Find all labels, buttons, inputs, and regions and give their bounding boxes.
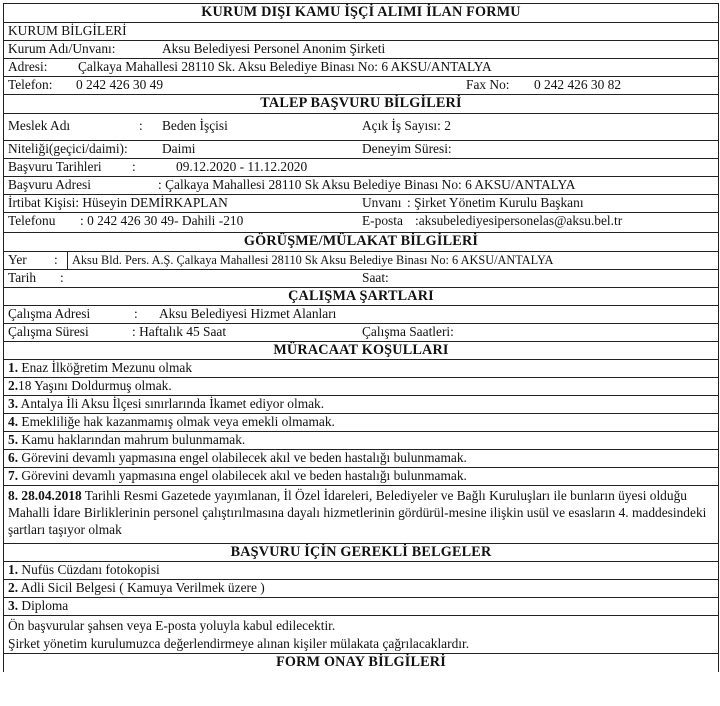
calisma-adres-label: Çalışma Adresi [8, 306, 91, 321]
muracaat-item-num: 4. [8, 414, 19, 429]
eposta-value: :aksubelediyesipersonelas@aksu.bel.tr [415, 213, 623, 228]
belgeler-item-3 [4, 598, 718, 616]
kurum-header-text: KURUM BİLGİLERİ [8, 23, 127, 38]
belgeler-note-2: Şirket yönetim kurulumuzca değerlendirmeye alınan kişiler mülakata çağrılacaklardır. [8, 636, 470, 651]
fax-label: Fax No: [466, 77, 510, 92]
calisma-sure-label: Çalışma Süresi [8, 324, 89, 339]
deneyim-label: Deneyim Süresi: [362, 141, 452, 156]
nitelik-row [4, 141, 718, 159]
yer-divider [67, 252, 68, 269]
muracaat-item-text: Görevini devamlı yapmasına engel olabilecek akıl ve beden hastalığı bulunmamak. [18, 468, 467, 483]
talep-header-text: TALEP BAŞVURU BİLGİLERİ [260, 95, 462, 111]
kurum-adi-row [4, 41, 718, 59]
belgeler-item-text: Nufüs Cüzdanı fotokopisi [18, 562, 160, 577]
belgeler-item-text: Diploma [18, 598, 69, 613]
belgeler-item-num: 1. [8, 562, 19, 577]
belgeler-header [4, 544, 718, 562]
meslek-row [4, 114, 718, 141]
talep-header [4, 95, 718, 114]
basvuru-adres-row [4, 177, 718, 195]
kurum-adres-value: Çalkaya Mahallesi 28110 Sk. Aksu Belediye Binası No: 6 AKSU/ANTALYA [78, 59, 492, 74]
muracaat-item-num: 1. [8, 360, 19, 375]
muracaat-item-num: 3. [8, 396, 19, 411]
kurum-telefon-value: 0 242 426 30 49 [76, 77, 164, 92]
job-posting-form [3, 3, 719, 672]
muracaat-item-4 [4, 414, 718, 432]
saat-label: Saat: [362, 270, 389, 285]
gorusme-tarih-colon: : [60, 270, 64, 285]
calisma-header-text: ÇALIŞMA ŞARTLARI [288, 288, 434, 304]
form-onay-header [4, 654, 718, 672]
kurum-header [4, 23, 718, 41]
muracaat-item-8 [4, 486, 718, 544]
meslek-label: Meslek Adı [8, 118, 71, 133]
belgeler-item-text: Adli Sicil Belgesi ( Kamuya Verilmek üzere ) [18, 580, 265, 595]
calisma-sure-value: : Haftalık 45 Saat [132, 324, 227, 339]
calisma-adres-value: Aksu Belediyesi Hizmet Alanları [159, 306, 337, 321]
telefon-eposta-row [4, 213, 718, 233]
form-title [4, 4, 718, 23]
calisma-adres-colon: : [134, 306, 138, 321]
meslek-colon: : [139, 118, 143, 133]
muracaat-item-text: Görevini devamlı yapmasına engel olabilecek akıl ve beden hastalığı bulunmamak. [18, 450, 467, 465]
basvuru-tarih-value: 09.12.2020 - 11.12.2020 [176, 159, 308, 174]
basvuru-adres-value: : Çalkaya Mahallesi 28110 Sk Aksu Belediye Binası No: 6 AKSU/ANTALYA [158, 177, 576, 192]
muracaat-item-8-num: 8. [8, 488, 19, 503]
form-title-text: KURUM DIŞI KAMU İŞÇİ ALIMI İLAN FORMU [201, 4, 521, 20]
muracaat-item-text: Antalya İli Aksu İlçesi sınırlarında İkamet ediyor olmak. [18, 396, 325, 411]
fax-value: 0 242 426 30 82 [534, 77, 622, 92]
basvuru-tarih-label: Başvuru Tarihleri [8, 159, 102, 174]
unvan-value: : Şirket Yönetim Kurulu Başkanı [407, 195, 584, 210]
belgeler-item-2 [4, 580, 718, 598]
muracaat-item-num: 2. [8, 378, 19, 393]
basvuru-tarih-colon: : [132, 159, 136, 174]
unvan-label: Unvanı [362, 195, 402, 210]
yer-label: Yer [8, 252, 27, 267]
irtibat-telefon-value: : 0 242 426 30 49- Dahili -210 [80, 213, 244, 228]
meslek-value: Beden İşçisi [162, 118, 228, 133]
kurum-telefon-label: Telefon: [8, 77, 53, 92]
kurum-adres-row [4, 59, 718, 77]
belgeler-header-text: BAŞVURU İÇİN GEREKLİ BELGELER [230, 544, 492, 560]
calisma-saatleri-label: Çalışma Saatleri: [362, 324, 454, 339]
form-onay-header-text: FORM ONAY BİLGİLERİ [276, 654, 446, 670]
belgeler-list [4, 562, 718, 616]
calisma-adres-row [4, 306, 718, 324]
muracaat-item-5 [4, 432, 718, 450]
muracaat-list [4, 360, 718, 486]
belgeler-notes [4, 616, 718, 654]
muracaat-item-7 [4, 468, 718, 486]
irtibat-telefon-label: Telefonu [8, 213, 56, 228]
belgeler-item-num: 2. [8, 580, 19, 595]
gorusme-header [4, 233, 718, 252]
muracaat-item-8-date: 28.04.2018 [21, 488, 82, 503]
muracaat-item-num: 7. [8, 468, 19, 483]
muracaat-item-text: 18 Yaşını Doldurmuş olmak. [18, 378, 172, 393]
kurum-adi-label: Kurum Adı/Unvanı: [8, 41, 116, 56]
yer-colon: : [54, 252, 58, 267]
kurum-adi-value: Aksu Belediyesi Personel Anonim Şirketi [162, 41, 386, 56]
yer-value: Aksu Bld. Pers. A.Ş. Çalkaya Mahallesi 28110 Sk Aksu Belediye Binası No: 6 AKSU/ANTALYA [72, 253, 554, 267]
irtibat-row [4, 195, 718, 213]
belgeler-item-num: 3. [8, 598, 19, 613]
muracaat-item-num: 6. [8, 450, 19, 465]
basvuru-adres-label: Başvuru Adresi [8, 177, 91, 192]
gorusme-tarih-label: Tarih [8, 270, 37, 285]
kurum-adres-label: Adresi: [8, 59, 48, 74]
muracaat-item-1 [4, 360, 718, 378]
muracaat-item-6 [4, 450, 718, 468]
nitelik-label: Niteliği(geçici/daimi): [8, 141, 128, 156]
muracaat-item-8-text: Tarihli Resmi Gazetede yayımlanan, İl Özel İdareleri, Belediyeler ve Bağlı Kuruluşları ile bunların üyesi olduğu Mahalli İdare Birliklerinin personel çalıştırılmasına dayalı hizmetlerinin gördürül-mesine ilişkin usül ve esasların 4. maddesindeki şartları taşıyor olmak [8, 488, 707, 537]
gorusme-header-text: GÖRÜŞME/MÜLAKAT BİLGİLERİ [243, 233, 479, 249]
muracaat-item-num: 5. [8, 432, 19, 447]
muracaat-header-text: MÜRACAAT KOŞULLARI [273, 342, 449, 358]
muracaat-item-text: Kamu haklarından mahrum bulunmamak. [18, 432, 246, 447]
eposta-label: E-posta [362, 213, 403, 228]
calisma-header [4, 288, 718, 306]
acik-is-sayisi: Açık İş Sayısı: 2 [362, 118, 451, 133]
irtibat-kisi: İrtibat Kişisi: Hüseyin DEMİRKAPLAN [8, 195, 228, 210]
basvuru-tarih-row [4, 159, 718, 177]
muracaat-item-text: Enaz İlköğretim Mezunu olmak [18, 360, 193, 375]
belgeler-item-1 [4, 562, 718, 580]
gorusme-tarih-row [4, 270, 718, 288]
belgeler-note-1: Ön başvurular şahsen veya E-posta yoluyla kabul edilecektir. [8, 618, 336, 633]
yer-row [4, 252, 718, 270]
nitelik-value: Daimi [162, 141, 196, 156]
muracaat-header [4, 342, 718, 360]
muracaat-item-text: Emekliliğe hak kazanmamış olmak veya emekli olmamak. [18, 414, 335, 429]
kurum-telefon-row [4, 77, 718, 95]
calisma-sure-row [4, 324, 718, 342]
muracaat-item-3 [4, 396, 718, 414]
muracaat-item-2 [4, 378, 718, 396]
